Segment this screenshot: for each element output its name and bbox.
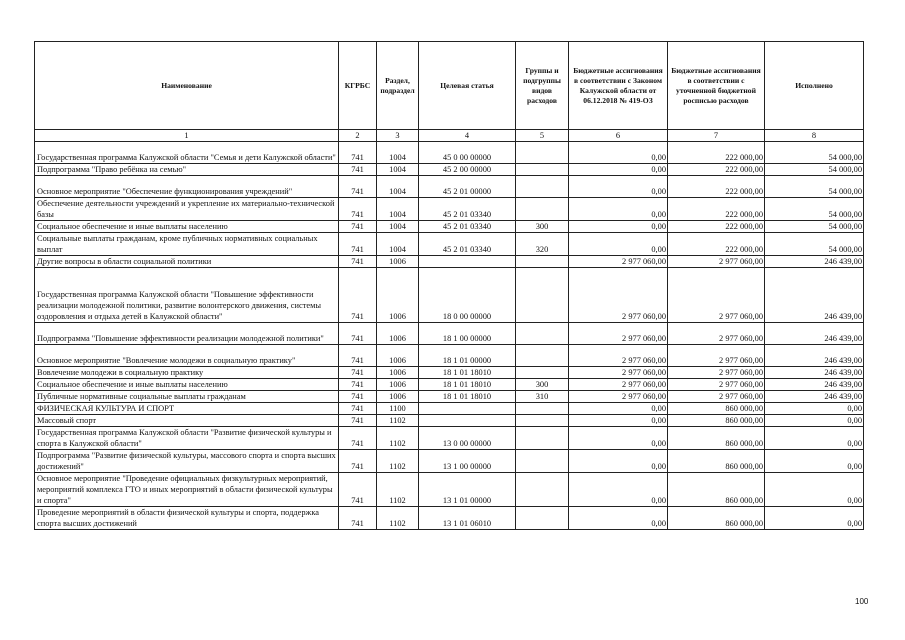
row-revised-allocation: 222 000,00 (668, 198, 765, 221)
row-section: 1102 (377, 507, 419, 530)
row-name: Обеспечение деятельности учреждений и укрепление их материально-технической базы (35, 198, 339, 221)
row-target-article: 45 2 01 03340 (419, 198, 516, 221)
row-kgrbs: 741 (339, 450, 377, 473)
table-row (35, 221, 864, 233)
row-kgrbs: 741 (339, 473, 377, 507)
row-expense-group: 320 (516, 233, 569, 256)
row-target-article (419, 403, 516, 415)
row-law-allocation: 0,00 (569, 403, 668, 415)
row-kgrbs: 741 (339, 164, 377, 176)
row-kgrbs: 741 (339, 198, 377, 221)
row-target-article: 18 1 01 00000 (419, 345, 516, 367)
row-name: Социальное обеспечение и иные выплаты населению (35, 379, 339, 391)
row-executed: 54 000,00 (765, 142, 864, 164)
table-row (35, 268, 864, 323)
row-law-allocation: 0,00 (569, 415, 668, 427)
row-law-allocation: 0,00 (569, 164, 668, 176)
row-section: 1006 (377, 268, 419, 323)
row-name: Другие вопросы в области социальной политики (35, 256, 339, 268)
table-row (35, 367, 864, 379)
row-name: Социальные выплаты гражданам, кроме публичных нормативных социальных выплат (35, 233, 339, 256)
page-number: 100 (855, 597, 869, 606)
row-executed: 0,00 (765, 473, 864, 507)
table-row (35, 233, 864, 256)
row-expense-group (516, 164, 569, 176)
row-expense-group (516, 142, 569, 164)
row-revised-allocation: 222 000,00 (668, 164, 765, 176)
row-name: Вовлечение молодежи в социальную практику (35, 367, 339, 379)
row-target-article: 13 1 01 06010 (419, 507, 516, 530)
row-kgrbs: 741 (339, 345, 377, 367)
row-kgrbs: 741 (339, 176, 377, 198)
row-name: Основное мероприятие "Вовлечение молодежи в социальную практику" (35, 345, 339, 367)
table-body (35, 142, 864, 530)
row-expense-group (516, 450, 569, 473)
row-name: Социальное обеспечение и иные выплаты населению (35, 221, 339, 233)
column-number: 8 (765, 130, 864, 142)
row-target-article: 18 0 00 00000 (419, 268, 516, 323)
row-expense-group (516, 473, 569, 507)
row-expense-group (516, 415, 569, 427)
header-executed: Исполнено (765, 42, 864, 130)
row-target-article: 45 2 01 00000 (419, 176, 516, 198)
row-kgrbs: 741 (339, 268, 377, 323)
row-executed: 54 000,00 (765, 221, 864, 233)
header-row (35, 42, 864, 130)
row-target-article: 18 1 00 00000 (419, 323, 516, 345)
row-expense-group (516, 198, 569, 221)
column-number: 4 (419, 130, 516, 142)
row-expense-group (516, 256, 569, 268)
column-number: 2 (339, 130, 377, 142)
row-target-article: 18 1 01 18010 (419, 379, 516, 391)
table-row (35, 323, 864, 345)
row-expense-group (516, 323, 569, 345)
row-kgrbs: 741 (339, 403, 377, 415)
row-target-article: 45 0 00 00000 (419, 142, 516, 164)
row-executed: 0,00 (765, 427, 864, 450)
row-revised-allocation: 222 000,00 (668, 176, 765, 198)
row-name: Массовый спорт (35, 415, 339, 427)
row-executed: 246 439,00 (765, 391, 864, 403)
row-revised-allocation: 2 977 060,00 (668, 323, 765, 345)
row-kgrbs: 741 (339, 221, 377, 233)
row-revised-allocation: 222 000,00 (668, 142, 765, 164)
row-law-allocation: 2 977 060,00 (569, 391, 668, 403)
row-law-allocation: 0,00 (569, 473, 668, 507)
row-name: Государственная программа Калужской области "Семья и дети Калужской области" (35, 142, 339, 164)
row-law-allocation: 2 977 060,00 (569, 379, 668, 391)
row-expense-group (516, 403, 569, 415)
row-law-allocation: 2 977 060,00 (569, 345, 668, 367)
row-executed: 0,00 (765, 507, 864, 530)
header-target-article: Целевая статья (419, 42, 516, 130)
row-law-allocation: 2 977 060,00 (569, 367, 668, 379)
row-law-allocation: 0,00 (569, 507, 668, 530)
row-name: Проведение мероприятий в области физической культуры и спорта, поддержка спорта высших достижений (35, 507, 339, 530)
row-executed: 54 000,00 (765, 176, 864, 198)
row-expense-group: 300 (516, 379, 569, 391)
row-revised-allocation: 860 000,00 (668, 415, 765, 427)
row-revised-allocation: 860 000,00 (668, 427, 765, 450)
row-section: 1004 (377, 164, 419, 176)
table-row (35, 198, 864, 221)
row-name: Публичные нормативные социальные выплаты гражданам (35, 391, 339, 403)
row-executed: 246 439,00 (765, 367, 864, 379)
row-name: Государственная программа Калужской области "Повышение эффективности реализации молодежной политики, развитие волонтерского движения, системы оздоровления и отдыха детей в Калужской области" (35, 268, 339, 323)
row-revised-allocation: 2 977 060,00 (668, 391, 765, 403)
row-name: Основное мероприятие "Проведение официальных физкультурных мероприятий, мероприятий комплекса ГТО и иных мероприятий в области физической культуры и спорта" (35, 473, 339, 507)
row-executed: 0,00 (765, 415, 864, 427)
table-row (35, 256, 864, 268)
header-section: Раздел, подраздел (377, 42, 419, 130)
row-revised-allocation: 2 977 060,00 (668, 379, 765, 391)
row-expense-group (516, 345, 569, 367)
table-row (35, 142, 864, 164)
row-law-allocation: 0,00 (569, 176, 668, 198)
row-law-allocation: 0,00 (569, 450, 668, 473)
row-target-article (419, 256, 516, 268)
row-target-article (419, 415, 516, 427)
row-executed: 54 000,00 (765, 164, 864, 176)
row-name: ФИЗИЧЕСКАЯ КУЛЬТУРА И СПОРТ (35, 403, 339, 415)
table-row (35, 473, 864, 507)
table-row (35, 403, 864, 415)
row-executed: 54 000,00 (765, 198, 864, 221)
row-law-allocation: 0,00 (569, 427, 668, 450)
budget-execution-table (34, 41, 864, 530)
column-number: 6 (569, 130, 668, 142)
row-revised-allocation: 860 000,00 (668, 450, 765, 473)
row-section: 1102 (377, 473, 419, 507)
table-row (35, 427, 864, 450)
row-section: 1004 (377, 176, 419, 198)
row-target-article: 13 1 01 00000 (419, 473, 516, 507)
row-name: Подпрограмма "Право ребёнка на семью" (35, 164, 339, 176)
row-expense-group (516, 507, 569, 530)
row-expense-group (516, 176, 569, 198)
row-revised-allocation: 860 000,00 (668, 403, 765, 415)
column-number: 7 (668, 130, 765, 142)
row-revised-allocation: 222 000,00 (668, 221, 765, 233)
table-row (35, 507, 864, 530)
header-name: Наименование (35, 42, 339, 130)
header-expense-groups: Группы и подгруппы видов расходов (516, 42, 569, 130)
row-expense-group (516, 268, 569, 323)
row-law-allocation: 2 977 060,00 (569, 323, 668, 345)
row-name: Основное мероприятие "Обеспечение функционирования учреждений" (35, 176, 339, 198)
row-expense-group (516, 427, 569, 450)
row-target-article: 45 2 01 03340 (419, 233, 516, 256)
row-revised-allocation: 2 977 060,00 (668, 367, 765, 379)
row-expense-group (516, 367, 569, 379)
row-revised-allocation: 2 977 060,00 (668, 268, 765, 323)
column-number-row (35, 130, 864, 142)
row-executed: 246 439,00 (765, 379, 864, 391)
row-section: 1100 (377, 403, 419, 415)
header-kgrbs: КГРБС (339, 42, 377, 130)
row-law-allocation: 0,00 (569, 198, 668, 221)
row-section: 1004 (377, 233, 419, 256)
header-law-allocations: Бюджетные ассигнования в соответствии с Законом Калужской области от 06.12.2018 № 419-ОЗ (569, 42, 668, 130)
row-executed: 246 439,00 (765, 345, 864, 367)
row-kgrbs: 741 (339, 507, 377, 530)
row-section: 1004 (377, 198, 419, 221)
table-row (35, 345, 864, 367)
row-section: 1006 (377, 323, 419, 345)
row-executed: 246 439,00 (765, 256, 864, 268)
row-kgrbs: 741 (339, 427, 377, 450)
header-revised-allocations: Бюджетные ассигнования в соответствии с уточненной бюджетной росписью расходов (668, 42, 765, 130)
row-section: 1006 (377, 391, 419, 403)
row-section: 1102 (377, 450, 419, 473)
table-row (35, 176, 864, 198)
row-kgrbs: 741 (339, 233, 377, 256)
row-revised-allocation: 860 000,00 (668, 473, 765, 507)
row-target-article: 45 2 00 00000 (419, 164, 516, 176)
row-kgrbs: 741 (339, 391, 377, 403)
row-law-allocation: 0,00 (569, 233, 668, 256)
row-kgrbs: 741 (339, 379, 377, 391)
row-kgrbs: 741 (339, 415, 377, 427)
row-executed: 54 000,00 (765, 233, 864, 256)
table-row (35, 450, 864, 473)
row-executed: 246 439,00 (765, 268, 864, 323)
row-law-allocation: 2 977 060,00 (569, 268, 668, 323)
row-law-allocation: 0,00 (569, 142, 668, 164)
row-expense-group: 310 (516, 391, 569, 403)
row-kgrbs: 741 (339, 323, 377, 345)
row-revised-allocation: 860 000,00 (668, 507, 765, 530)
row-section: 1006 (377, 367, 419, 379)
row-expense-group: 300 (516, 221, 569, 233)
row-executed: 0,00 (765, 450, 864, 473)
row-section: 1004 (377, 142, 419, 164)
table-row (35, 379, 864, 391)
row-target-article: 45 2 01 03340 (419, 221, 516, 233)
row-target-article: 18 1 01 18010 (419, 391, 516, 403)
row-name: Подпрограмма "Развитие физической культуры, массового спорта и спорта высших достижений" (35, 450, 339, 473)
column-number: 5 (516, 130, 569, 142)
row-target-article: 13 1 00 00000 (419, 450, 516, 473)
row-section: 1102 (377, 415, 419, 427)
row-target-article: 18 1 01 18010 (419, 367, 516, 379)
row-section: 1006 (377, 256, 419, 268)
row-executed: 246 439,00 (765, 323, 864, 345)
row-name: Государственная программа Калужской области "Развитие физической культуры и спорта в Калужской области" (35, 427, 339, 450)
row-section: 1102 (377, 427, 419, 450)
row-revised-allocation: 2 977 060,00 (668, 256, 765, 268)
row-kgrbs: 741 (339, 256, 377, 268)
row-kgrbs: 741 (339, 142, 377, 164)
row-name: Подпрограмма "Повышение эффективности реализации молодежной политики" (35, 323, 339, 345)
budget-table-container (34, 41, 864, 530)
row-law-allocation: 2 977 060,00 (569, 256, 668, 268)
table-row (35, 415, 864, 427)
row-target-article: 13 0 00 00000 (419, 427, 516, 450)
column-number: 3 (377, 130, 419, 142)
row-revised-allocation: 222 000,00 (668, 233, 765, 256)
table-row (35, 391, 864, 403)
row-section: 1006 (377, 345, 419, 367)
row-revised-allocation: 2 977 060,00 (668, 345, 765, 367)
row-kgrbs: 741 (339, 367, 377, 379)
row-section: 1006 (377, 379, 419, 391)
column-number: 1 (35, 130, 339, 142)
row-law-allocation: 0,00 (569, 221, 668, 233)
table-row (35, 164, 864, 176)
row-executed: 0,00 (765, 403, 864, 415)
row-section: 1004 (377, 221, 419, 233)
